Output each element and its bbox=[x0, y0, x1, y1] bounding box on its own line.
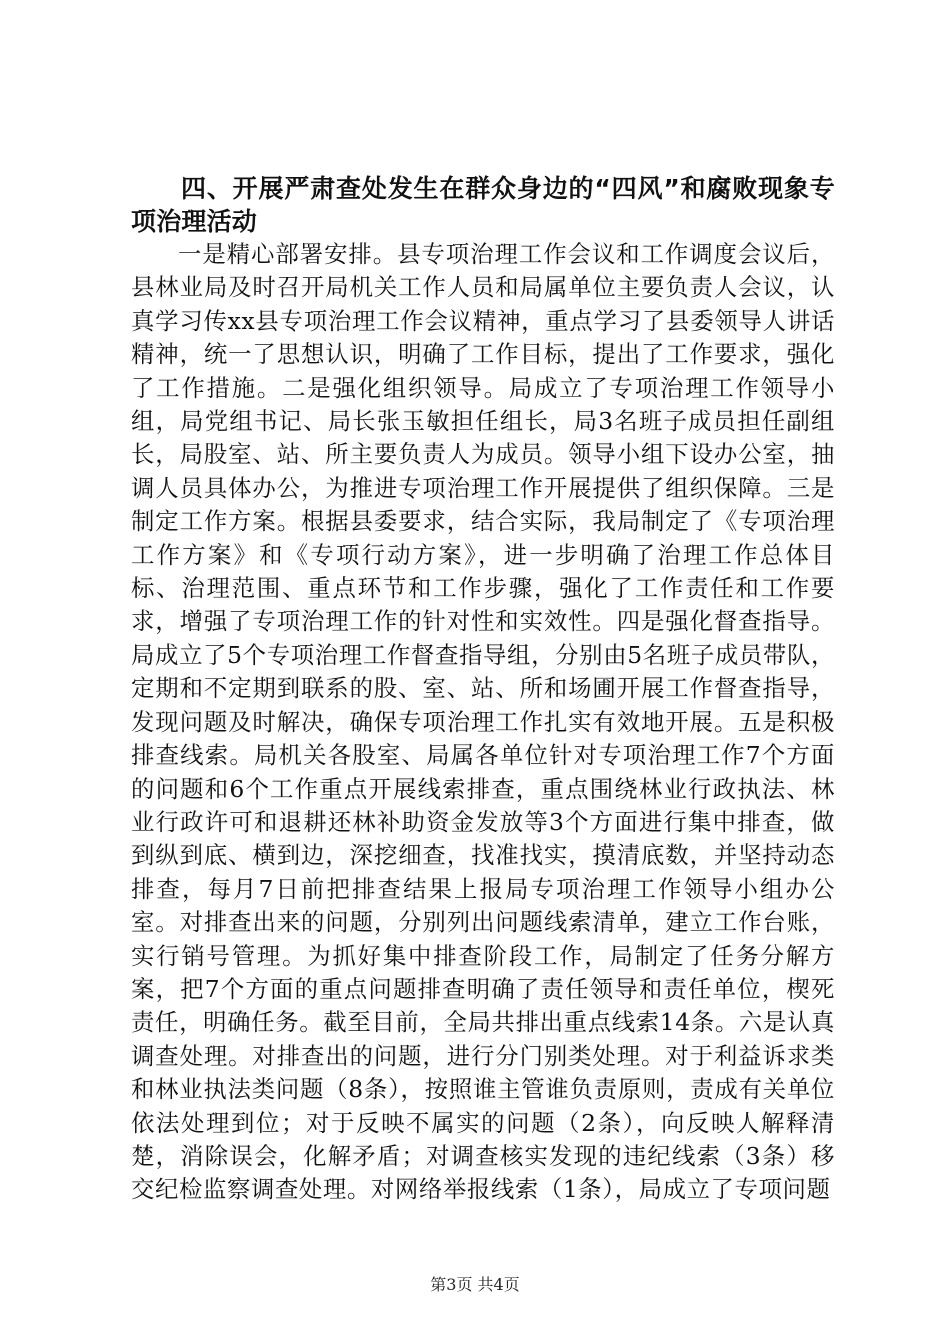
page-footer: 第3页 共4页 bbox=[430, 1275, 520, 1294]
document-content bbox=[131, 172, 835, 1207]
section-heading: 四、开展严肃查处发生在群众身边的“四风”和腐败现象专项治理活动 bbox=[131, 174, 835, 236]
body-paragraph: 一是精心部署安排。县专项治理工作会议和工作调度会议后，县林业局及时召开局机关工作人员和局属单位主要负责人会议，认真学习传xx县专项治理工作会议精神，重点学习了县委领导人讲话精神，统一了思想认识，明确了工作目标，提出了工作要求，强化了工作措施。二是强化组织领导。局成立了专项治理工作领导小组，局党组书记、局长张玉敏担任组长，局3名班子成员担任副组长，局股室、站、所主要负责人为成员。领导小组下设办公室，抽调人员具体办公，为推进专项治理工作开展提供了组织保障。三是制定工作方案。根据县委要求，结合实际，我局制定了《专项治理工作方案》和《专项行动方案》，进一步明确了治理工作总体目标、治理范围、重点环节和工作步骤，强化了工作责任和工作要求，增强了专项治理工作的针对性和实效性。四是强化督查指导。局成立了5个专项治理工作督查指导组，分别由5名班子成员带队，定期和不定期到联系的股、室、站、所和场圃开展工作督查指导，发现问题及时解决，确保专项治理工作扎实有效地开展。五是积极排查线索。局机关各股室、局属各单位针对专项治理工作7个方面的问题和6个工作重点开展线索排查，重点围绕林业行政执法、林业行政许可和退耕还林补助资金发放等3个方面进行集中排查，做到纵到底、横到边，深挖细查，找准找实，摸清底数，并坚持动态排查，每月7日前把排查结果上报局专项治理工作领导小组办公室。对排查出来的问题，分别列出问题线索清单，建立工作台账，实行销号管理。为抓好集中排查阶段工作，局制定了任务分解方案，把7个方面的重点问题排查明确了责任领导和责任单位，楔死责任，明确任务。截至目前，全局共排出重点线索14条。六是认真调查处理。对排查出的问题，进行分门别类处理。对于利益诉求类和林业执法类问题（8条），按照谁主管谁负责原则，责成有关单位依法处理到位；对于反映不属实的问题（2条），向反映人解释清楚，消除误会，化解矛盾；对调查核实发现的违纪线索（3条）移交纪检监察调查处理。对网络举报线索（1条），局成立了专项问题 bbox=[131, 240, 835, 1204]
